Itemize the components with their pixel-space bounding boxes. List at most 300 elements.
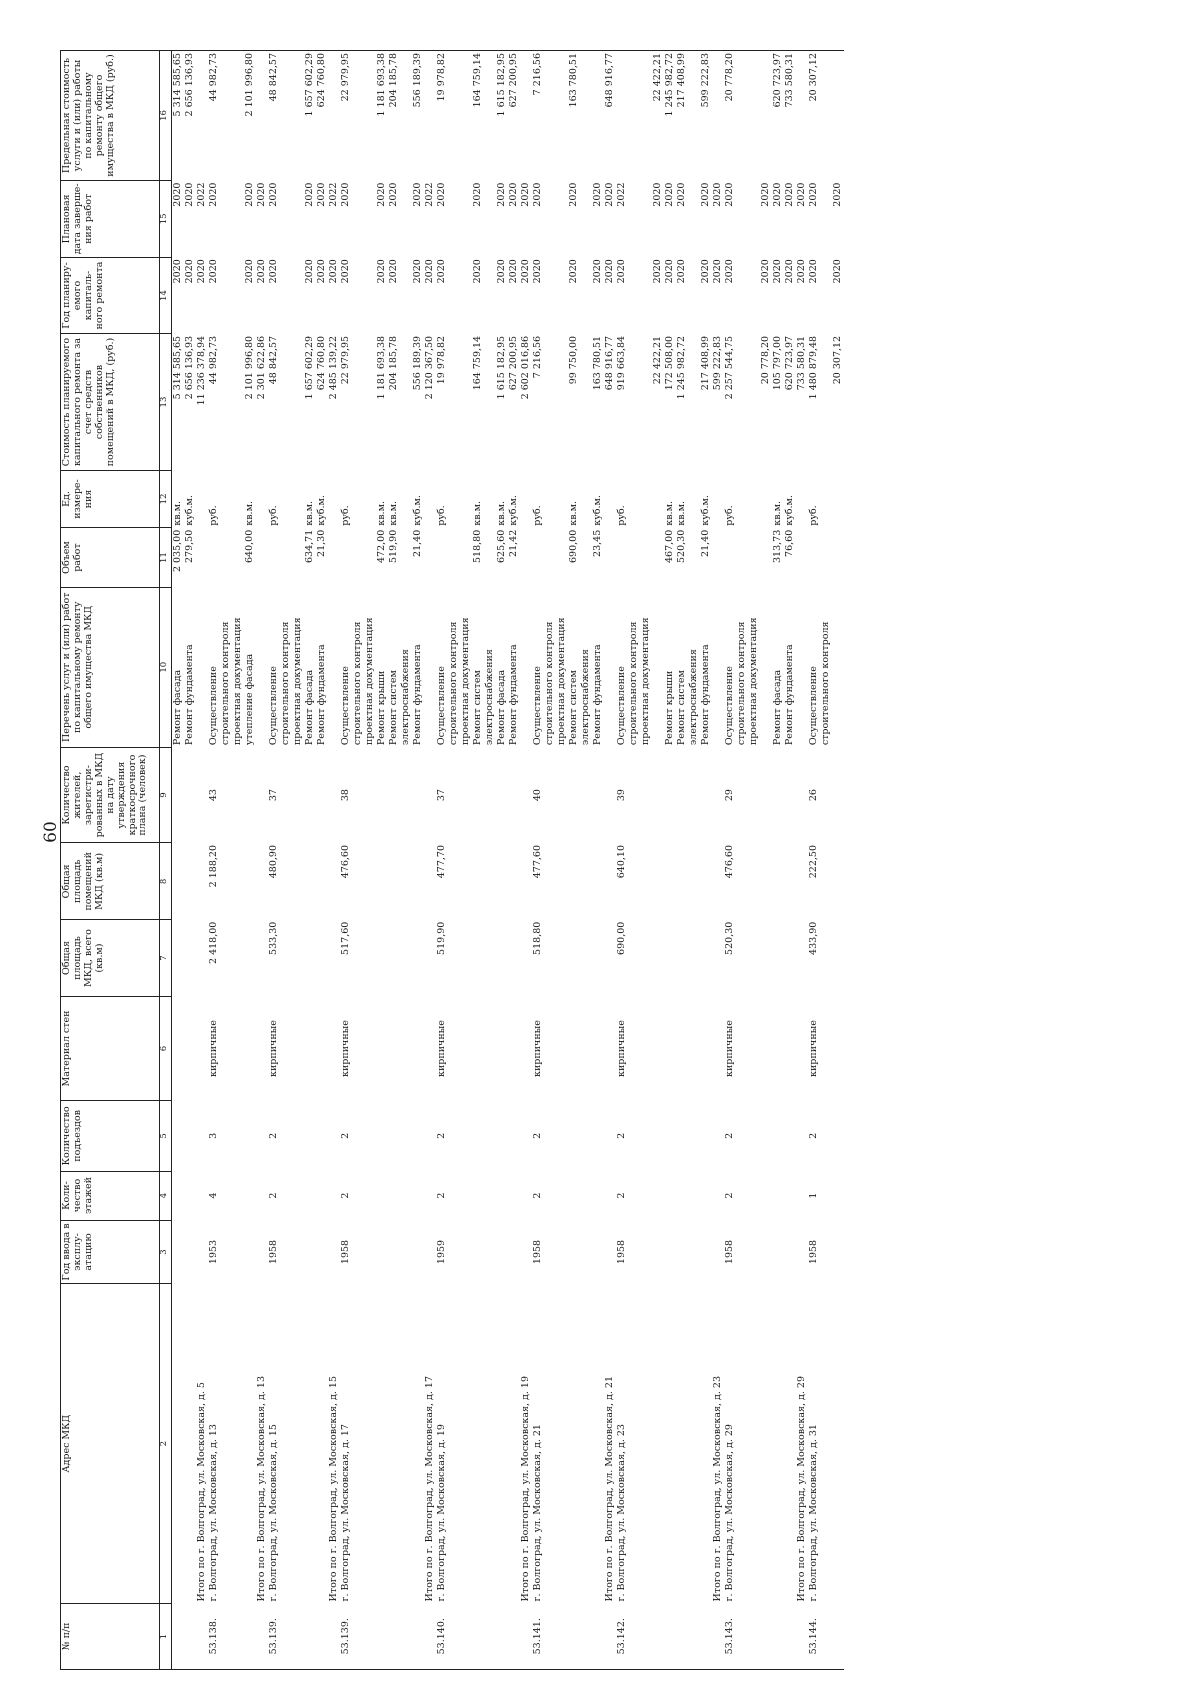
table-cell-col-6	[436, 996, 472, 1100]
table-row	[616, 51, 652, 1670]
cell-text: Ремонт крыши	[376, 670, 387, 746]
table-cell-col-2	[772, 1284, 784, 1604]
cell-text: 2020	[424, 259, 435, 284]
cell-text: 2020	[808, 182, 819, 207]
table-cell-col-15	[316, 181, 328, 258]
table-cell-col-9	[472, 747, 496, 843]
table-cell-col-1	[208, 1603, 244, 1669]
cell-text: г. Волгоград, ул. Московская, д. 31	[808, 1424, 819, 1602]
table-cell-col-11	[436, 528, 472, 588]
table-cell-col-16	[196, 51, 208, 181]
cell-text: 2020	[808, 259, 819, 284]
table-cell-col-12	[328, 470, 340, 528]
column-number: 16	[160, 51, 172, 181]
cell-text: 5 314 585,65	[172, 335, 183, 400]
table-cell-col-16	[472, 51, 496, 181]
cell-text: кв.м.	[772, 501, 783, 526]
table-cell-col-6	[244, 996, 256, 1100]
table-cell-col-2	[532, 1284, 568, 1604]
table-cell-col-16	[664, 51, 676, 181]
cell-text: г. Волгоград, ул. Московская, д. 15	[268, 1424, 279, 1602]
cell-text: 53.140.	[436, 1618, 447, 1655]
cell-text: 2 602 016,86	[520, 335, 531, 400]
table-cell-col-7	[604, 920, 616, 997]
cell-text: 2020	[676, 259, 687, 284]
cell-text: Ремонт фундамента	[784, 644, 795, 746]
table-cell-col-3	[832, 1220, 844, 1284]
cell-text: 2020	[472, 182, 483, 207]
table-cell-col-5	[592, 1101, 604, 1171]
table-cell-col-11	[244, 528, 256, 588]
table-cell-col-8	[772, 843, 784, 920]
cell-text: утепление фасада	[244, 653, 255, 746]
table-cell-col-1	[532, 1603, 568, 1669]
table-cell-col-4	[496, 1171, 508, 1220]
table-cell-col-10	[592, 587, 604, 747]
table-cell-col-12	[172, 470, 185, 528]
table-cell-col-11	[496, 528, 508, 588]
cell-text: 2020	[436, 182, 447, 207]
table-cell-col-6	[328, 996, 340, 1100]
table-cell-col-5	[700, 1101, 712, 1171]
table-cell-col-14	[496, 257, 508, 334]
table-cell-col-12	[436, 470, 472, 528]
table-cell-col-10	[268, 587, 304, 747]
cell-text: Итого по г. Волгоград, ул. Московская, д. 23	[712, 1375, 723, 1602]
table-cell-col-8	[424, 843, 436, 920]
cell-text: 48 842,57	[268, 335, 279, 385]
table-cell-col-4	[508, 1171, 520, 1220]
table-cell-col-9	[664, 747, 676, 843]
table-cell-col-5	[808, 1101, 832, 1171]
table-cell-col-9	[496, 747, 508, 843]
table-cell-col-13	[184, 334, 196, 470]
table-row	[388, 51, 412, 1670]
table-cell-col-4	[316, 1171, 328, 1220]
cell-text: Ремонт фасада	[304, 669, 315, 746]
table-cell-col-16	[712, 51, 724, 181]
cell-text: 2 257 544,75	[724, 335, 735, 400]
table-cell-col-12	[724, 470, 760, 528]
cell-text: кирпичные	[268, 1020, 279, 1077]
table-cell-col-1	[796, 1603, 808, 1669]
cell-text: г. Волгоград, ул. Московская, д. 21	[532, 1424, 543, 1602]
cell-text: 2	[616, 1132, 627, 1139]
table-cell-col-10	[808, 587, 832, 747]
table-cell-col-15	[796, 181, 808, 258]
cell-text: 43	[208, 789, 219, 802]
table-cell-col-9	[376, 747, 388, 843]
table-cell-col-9	[520, 747, 532, 843]
table-cell-col-11	[700, 528, 712, 588]
table-cell-col-9	[208, 747, 244, 843]
table-cell-col-13	[268, 334, 304, 470]
cell-text: 520,30	[724, 921, 735, 955]
table-cell-col-9	[808, 747, 832, 843]
table-cell-col-11	[652, 528, 664, 588]
table-cell-col-4	[340, 1171, 376, 1220]
table-row	[256, 51, 268, 1670]
header-cell: Коли-чество этажей	[61, 1171, 160, 1220]
cell-text: Ремонт фундамента	[592, 644, 603, 746]
cell-text: 2020	[184, 182, 195, 207]
table-cell-col-15	[568, 181, 592, 258]
table-cell-col-4	[268, 1171, 304, 1220]
table-cell-col-6	[796, 996, 808, 1100]
cell-text: 2 656 136,93	[184, 53, 195, 117]
table-cell-col-9	[784, 747, 796, 843]
table-cell-col-6	[472, 996, 496, 1100]
header-cell: Общая площадь МКД, всего (кв.м)	[61, 920, 160, 997]
table-cell-col-9	[172, 747, 185, 843]
table-cell-col-7	[724, 920, 760, 997]
header-cell: Адрес МКД	[61, 1284, 160, 1604]
cell-text: Ремонт систем электроснабжения	[676, 649, 699, 746]
table-cell-col-10	[196, 587, 208, 747]
table-cell-col-5	[268, 1101, 304, 1171]
table-cell-col-15	[700, 181, 712, 258]
table-cell-col-6	[700, 996, 712, 1100]
cell-text: 2020	[772, 182, 783, 207]
table-cell-col-2	[316, 1284, 328, 1604]
cell-text: кирпичные	[436, 1020, 447, 1077]
table-cell-col-3	[376, 1220, 388, 1284]
table-cell-col-11	[568, 528, 592, 588]
table-cell-col-15	[244, 181, 256, 258]
table-cell-col-16	[436, 51, 472, 181]
table-cell-col-5	[316, 1101, 328, 1171]
table-cell-col-16	[208, 51, 244, 181]
cell-text: 690,00	[568, 529, 579, 563]
table-cell-col-10	[316, 587, 328, 747]
cell-text: 105 797,00	[772, 335, 783, 391]
table-cell-col-10	[256, 587, 268, 747]
table-cell-col-2	[424, 1284, 436, 1604]
cell-text: 2020	[796, 259, 807, 284]
cell-text: кв.м.	[472, 501, 483, 526]
table-cell-col-4	[208, 1171, 244, 1220]
cell-text: кв.м.	[568, 501, 579, 526]
cell-text: Ремонт фасада	[772, 669, 783, 746]
table-cell-col-10	[772, 587, 784, 747]
table-cell-col-15	[712, 181, 724, 258]
cell-text: 476,60	[724, 845, 735, 879]
cell-text: 648 916,77	[604, 335, 615, 391]
cell-text: 99 750,00	[568, 335, 579, 385]
cell-text: 2020	[592, 182, 603, 207]
cell-text: 2020	[472, 259, 483, 284]
table-cell-col-7	[832, 920, 844, 997]
cell-text: 2020	[208, 259, 219, 284]
table-cell-col-13	[376, 334, 388, 470]
table-cell-col-7	[664, 920, 676, 997]
cell-text: 520,30	[676, 529, 687, 563]
table-cell-col-8	[808, 843, 832, 920]
table-cell-col-4	[328, 1171, 340, 1220]
table-cell-col-12	[388, 470, 412, 528]
cell-text: 2	[340, 1192, 351, 1199]
table-cell-col-13	[520, 334, 532, 470]
cell-text: 163 780,51	[592, 335, 603, 391]
column-number: 10	[160, 587, 172, 747]
table-cell-col-13	[316, 334, 328, 470]
cell-text: 2020	[832, 259, 843, 284]
cell-text: 1	[808, 1192, 819, 1199]
table-cell-col-15	[328, 181, 340, 258]
table-cell-col-13	[592, 334, 604, 470]
table-cell-col-7	[712, 920, 724, 997]
table-cell-col-2	[700, 1284, 712, 1604]
table-row	[568, 51, 592, 1670]
table-cell-col-16	[760, 51, 772, 181]
cell-text: 2020	[436, 259, 447, 284]
table-cell-col-2	[760, 1284, 772, 1604]
table-cell-col-14	[268, 257, 304, 334]
table-cell-col-7	[256, 920, 268, 997]
cell-text: кв.м.	[172, 501, 183, 526]
table-cell-col-13	[676, 334, 700, 470]
table-cell-col-9	[712, 747, 724, 843]
table-cell-col-7	[496, 920, 508, 997]
table-cell-col-2	[208, 1284, 244, 1604]
table-row	[472, 51, 496, 1670]
cell-text: 2020	[388, 182, 399, 207]
cell-text: 476,60	[340, 845, 351, 879]
table-cell-col-2	[724, 1284, 760, 1604]
table-cell-col-1	[244, 1603, 256, 1669]
table-cell-col-5	[520, 1101, 532, 1171]
table-cell-col-1	[268, 1603, 304, 1669]
table-cell-col-11	[832, 528, 844, 588]
column-number: 5	[160, 1101, 172, 1171]
table-cell-col-14	[256, 257, 268, 334]
table-cell-col-3	[520, 1220, 532, 1284]
column-number: 9	[160, 747, 172, 843]
table-cell-col-13	[616, 334, 652, 470]
table-cell-col-5	[832, 1101, 844, 1171]
table-cell-col-9	[196, 747, 208, 843]
table-cell-col-7	[196, 920, 208, 997]
cell-text: кв.м.	[304, 501, 315, 526]
table-cell-col-7	[340, 920, 376, 997]
table-cell-col-16	[676, 51, 700, 181]
table-cell-col-1	[256, 1603, 268, 1669]
table-cell-col-16	[340, 51, 376, 181]
cell-text: 279,50	[184, 529, 195, 563]
table-cell-col-14	[700, 257, 712, 334]
table-cell-col-3	[508, 1220, 520, 1284]
table-cell-col-5	[616, 1101, 652, 1171]
table-cell-col-5	[208, 1101, 244, 1171]
table-cell-col-7	[508, 920, 520, 997]
table-cell-col-10	[184, 587, 196, 747]
cell-text: 29	[724, 789, 735, 802]
table-cell-col-16	[832, 51, 844, 181]
table-cell-col-8	[472, 843, 496, 920]
cell-text: 2	[340, 1132, 351, 1139]
cell-text: 19 978,82	[436, 335, 447, 385]
table-cell-col-7	[388, 920, 412, 997]
table-cell-col-12	[340, 470, 376, 528]
table-cell-col-2	[328, 1284, 340, 1604]
table-cell-col-6	[508, 996, 520, 1100]
cell-text: 2020	[256, 182, 267, 207]
table-cell-col-13	[760, 334, 772, 470]
table-cell-col-11	[316, 528, 328, 588]
table-cell-col-4	[772, 1171, 784, 1220]
cell-text: 7 216,56	[532, 53, 543, 96]
table-cell-col-5	[496, 1101, 508, 1171]
table-cell-col-4	[244, 1171, 256, 1220]
table-cell-col-14	[412, 257, 424, 334]
cell-text: куб.м.	[700, 495, 711, 526]
table-cell-col-4	[568, 1171, 592, 1220]
cell-text: 2020	[760, 259, 771, 284]
table-cell-col-10	[796, 587, 808, 747]
cell-text: 2022	[424, 182, 435, 207]
table-row	[676, 51, 700, 1670]
table-cell-col-2	[340, 1284, 376, 1604]
cell-text: 222,50	[808, 845, 819, 879]
capital-repair-table	[60, 50, 844, 1670]
cell-text: 477,60	[532, 845, 543, 879]
table-cell-col-4	[604, 1171, 616, 1220]
table-cell-col-15	[616, 181, 652, 258]
table-cell-col-2	[784, 1284, 796, 1604]
table-row	[376, 51, 388, 1670]
table-cell-col-6	[496, 996, 508, 1100]
table-cell-col-4	[760, 1171, 772, 1220]
table-cell-col-15	[208, 181, 244, 258]
table-cell-col-8	[676, 843, 700, 920]
table-row	[832, 51, 844, 1670]
table-cell-col-15	[532, 181, 568, 258]
table-cell-col-15	[472, 181, 496, 258]
table-cell-col-11	[796, 528, 808, 588]
table-cell-col-11	[304, 528, 316, 588]
table-cell-col-2	[244, 1284, 256, 1604]
table-cell-col-14	[208, 257, 244, 334]
table-cell-col-15	[436, 181, 472, 258]
cell-text: руб.	[808, 505, 819, 526]
table-cell-col-4	[196, 1171, 208, 1220]
cell-text: 1958	[340, 1239, 351, 1265]
table-cell-col-10	[244, 587, 256, 747]
cell-text: 640,10	[616, 845, 627, 879]
cell-text: Осуществление строительного контроля проектная документация	[340, 617, 375, 746]
table-cell-col-5	[424, 1101, 436, 1171]
cell-text: 919 663,84	[616, 335, 627, 391]
cell-text: кирпичные	[340, 1020, 351, 1077]
table-cell-col-16	[616, 51, 652, 181]
table-cell-col-12	[568, 470, 592, 528]
table-cell-col-10	[388, 587, 412, 747]
table-cell-col-16	[784, 51, 796, 181]
table-cell-col-7	[184, 920, 196, 997]
table-cell-col-12	[316, 470, 328, 528]
table-cell-col-6	[784, 996, 796, 1100]
table-cell-col-3	[184, 1220, 196, 1284]
table-cell-col-4	[520, 1171, 532, 1220]
cell-text: Ремонт фундамента	[700, 644, 711, 746]
table-cell-col-5	[664, 1101, 676, 1171]
cell-text: кв.м.	[376, 501, 387, 526]
cell-text: 2020	[268, 182, 279, 207]
table-cell-col-8	[196, 843, 208, 920]
cell-text: 2020	[388, 259, 399, 284]
table-cell-col-10	[532, 587, 568, 747]
table-cell-col-15	[412, 181, 424, 258]
column-number: 6	[160, 996, 172, 1100]
table-cell-col-14	[592, 257, 604, 334]
cell-text: 2020	[328, 259, 339, 284]
column-number: 13	[160, 334, 172, 470]
table-cell-col-4	[784, 1171, 796, 1220]
table-cell-col-3	[808, 1220, 832, 1284]
header-cell: Год ввода в эксплу-атацию	[61, 1220, 160, 1284]
table-cell-col-13	[832, 334, 844, 470]
cell-text: куб.м.	[412, 495, 423, 526]
table-cell-col-2	[712, 1284, 724, 1604]
table-cell-col-14	[832, 257, 844, 334]
cell-text: 1 181 693,38	[376, 53, 387, 117]
table-cell-col-6	[208, 996, 244, 1100]
table-cell-col-11	[208, 528, 244, 588]
table-cell-col-1	[712, 1603, 724, 1669]
table-cell-col-9	[568, 747, 592, 843]
cell-text: 1 657 602,29	[304, 335, 315, 400]
table-cell-col-15	[508, 181, 520, 258]
table-cell-col-14	[328, 257, 340, 334]
table-cell-col-8	[328, 843, 340, 920]
table-cell-col-11	[760, 528, 772, 588]
cell-text: 20 778,20	[724, 53, 735, 102]
table-cell-col-16	[268, 51, 304, 181]
table-cell-col-15	[172, 181, 185, 258]
table-cell-col-6	[316, 996, 328, 1100]
table-cell-col-9	[592, 747, 604, 843]
table-cell-col-1	[388, 1603, 412, 1669]
table-cell-col-2	[256, 1284, 268, 1604]
table-cell-col-15	[772, 181, 784, 258]
table-cell-col-8	[208, 843, 244, 920]
table-cell-col-5	[412, 1101, 424, 1171]
table-row	[808, 51, 832, 1670]
table-cell-col-5	[184, 1101, 196, 1171]
page-number: 60	[41, 821, 61, 843]
table-cell-col-10	[616, 587, 652, 747]
table-cell-col-14	[772, 257, 784, 334]
cell-text: куб.м.	[784, 495, 795, 526]
table-cell-col-13	[784, 334, 796, 470]
table-cell-col-8	[508, 843, 520, 920]
cell-text: 2022	[328, 182, 339, 207]
table-cell-col-2	[604, 1284, 616, 1604]
cell-text: 2020	[616, 259, 627, 284]
table-cell-col-16	[772, 51, 784, 181]
table-cell-col-6	[340, 996, 376, 1100]
cell-text: 1 245 982,72	[664, 53, 675, 117]
table-cell-col-10	[520, 587, 532, 747]
table-cell-col-1	[676, 1603, 700, 1669]
table-cell-col-10	[652, 587, 664, 747]
table-cell-col-4	[472, 1171, 496, 1220]
table-row	[724, 51, 760, 1670]
cell-text: 21,40	[700, 529, 711, 557]
table-cell-col-6	[832, 996, 844, 1100]
table-cell-col-7	[784, 920, 796, 997]
table-cell-col-9	[256, 747, 268, 843]
